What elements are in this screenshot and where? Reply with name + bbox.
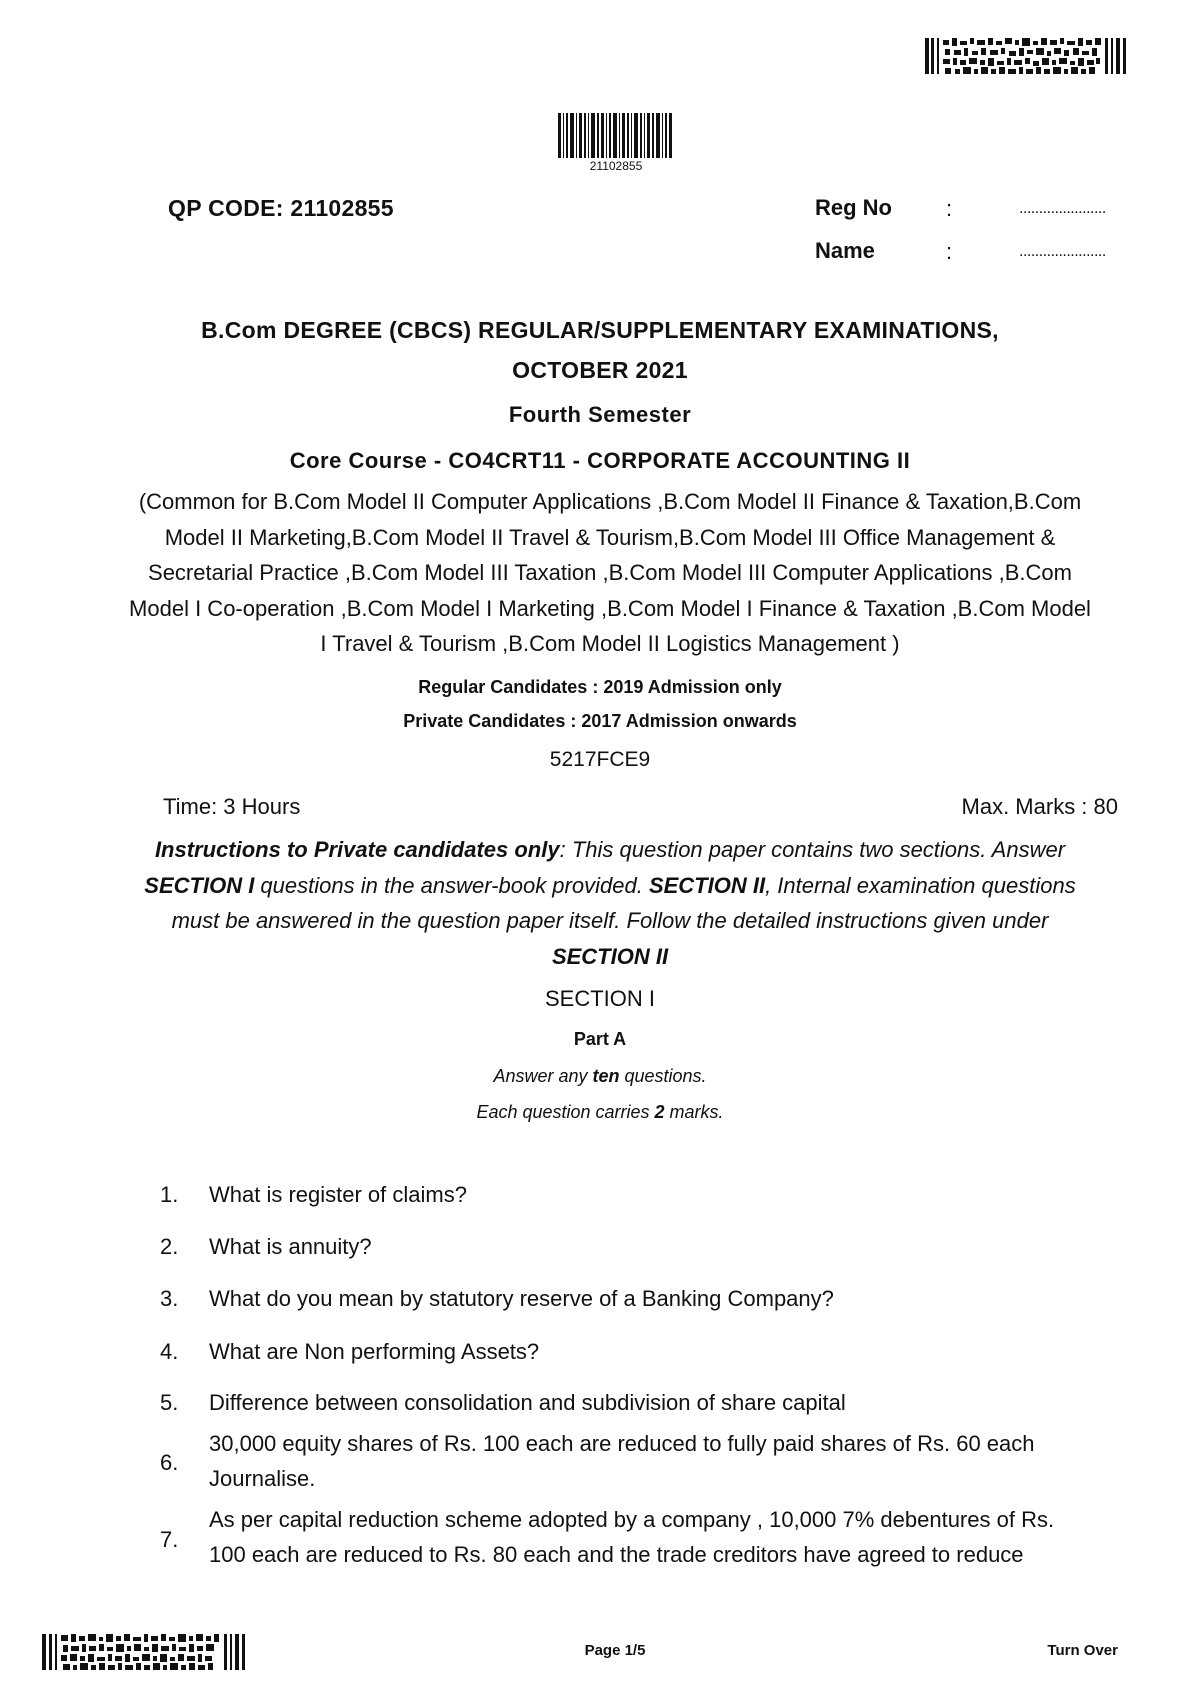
instructions-text1: : This question paper contains two sections. Answer: [559, 837, 1066, 862]
carry-pre: Each question carries: [476, 1102, 655, 1122]
answer-count: ten: [592, 1066, 620, 1086]
reg-no-colon: :: [946, 196, 953, 221]
question-number: 4.: [160, 1339, 179, 1364]
instructions-lead: Instructions to Private candidates only: [154, 837, 560, 862]
time-allowed: Time: 3 Hours: [163, 794, 301, 819]
common-for-block: [110, 484, 1110, 662]
matrix-barcode-graphic: [925, 38, 1128, 74]
common-line: Secretarial Practice ,B.Com Model III Taxation ,B.Com Model III Computer Applications ,B.Com: [148, 560, 1072, 585]
center-barcode: [558, 113, 674, 158]
qp-code: QP CODE: 21102855: [168, 195, 394, 221]
private-candidates: Private Candidates : 2017 Admission onwards: [403, 711, 797, 731]
instructions-section2: SECTION II: [648, 872, 766, 898]
top-right-barcode: [925, 38, 1128, 74]
instructions-line2: [120, 868, 1100, 904]
question-number: 1.: [160, 1182, 179, 1207]
part-title: Part A: [573, 1029, 627, 1049]
common-line: (Common for B.Com Model II Computer Applications ,B.Com Model II Finance & Taxation,B.Com: [138, 489, 1082, 514]
regular-candidates: Regular Candidates : 2019 Admission only: [418, 677, 782, 697]
question-text: What are Non performing Assets?: [209, 1339, 540, 1364]
carry-post: marks.: [664, 1102, 724, 1122]
page-number: Page 1/5: [584, 1642, 646, 1659]
paper-code: 5217FCE9: [549, 748, 651, 771]
instructions-section1: SECTION I: [144, 872, 255, 898]
question-number: 2.: [160, 1234, 179, 1259]
question-line: As per capital reduction scheme adopted by a company , 10,000 7% debentures of Rs.: [209, 1507, 1055, 1532]
question-text: What is annuity?: [209, 1234, 372, 1259]
question-number: 3.: [160, 1286, 179, 1311]
instructions-block: [120, 832, 1100, 974]
barcode-number: 21102855: [589, 159, 643, 173]
question-text: What do you mean by statutory reserve of a Banking Company?: [209, 1286, 834, 1311]
question-number: 6.: [160, 1450, 179, 1475]
instructions-line4: [120, 939, 1100, 975]
turn-over: Turn Over: [1047, 1642, 1118, 1659]
question-line: 100 each are reduced to Rs. 80 each and the trade creditors have agreed to reduce: [209, 1542, 1024, 1567]
question-text: [209, 1502, 1109, 1572]
question-number: 5.: [160, 1390, 179, 1415]
instructions-line1: [120, 832, 1100, 868]
question-number: 7.: [160, 1527, 179, 1552]
section-title: SECTION I: [544, 986, 655, 1011]
name-label: Name: [815, 238, 875, 263]
common-line: Model II Marketing,B.Com Model II Travel & Tourism,B.Com Model III Office Management &: [164, 524, 1056, 550]
carry-marks: 2: [654, 1102, 665, 1122]
instructions-section2-tail: SECTION II: [551, 943, 669, 969]
question-line: 30,000 equity shares of Rs. 100 each are reduced to fully paid shares of Rs. 60 each: [209, 1431, 1035, 1456]
instructions-text2: questions in the answer-book provided.: [254, 872, 649, 898]
reg-no-label: Reg No: [815, 195, 892, 220]
answer-instruction: [0, 1066, 1200, 1087]
question-text: Difference between consolidation and subdivision of share capital: [209, 1390, 846, 1415]
linear-barcode-graphic: [558, 113, 674, 158]
answer-post: questions.: [619, 1066, 707, 1086]
common-line: I Travel & Tourism ,B.Com Model II Logistics Management ): [320, 631, 900, 656]
max-marks: Max. Marks : 80: [961, 794, 1118, 819]
common-line: Model I Co-operation ,B.Com Model I Marketing ,B.Com Model I Finance & Taxation ,B.Com Model: [129, 595, 1091, 621]
reg-no-blank: ......................: [1019, 200, 1106, 217]
question-text: What is register of claims?: [209, 1182, 467, 1207]
question-text: [209, 1426, 1109, 1496]
name-colon: :: [946, 239, 953, 264]
course-title: Core Course - CO4CRT11 - CORPORATE ACCOUNTING II: [289, 448, 911, 473]
marks-instruction: [0, 1102, 1200, 1123]
instructions-text3: , Internal examination questions: [765, 872, 1076, 898]
question-line: Journalise.: [209, 1466, 316, 1491]
exam-title-line2: OCTOBER 2021: [512, 357, 688, 383]
answer-pre: Answer any: [493, 1066, 593, 1086]
bottom-left-barcode: [42, 1634, 247, 1670]
exam-title-line1: B.Com DEGREE (CBCS) REGULAR/SUPPLEMENTARY EXAMINATIONS,: [201, 317, 999, 343]
instructions-line3: must be answered in the question paper itself. Follow the detailed instructions given under: [171, 908, 1049, 933]
name-blank: ......................: [1019, 243, 1106, 260]
semester: Fourth Semester: [508, 402, 692, 427]
matrix-barcode-graphic: [42, 1634, 247, 1670]
